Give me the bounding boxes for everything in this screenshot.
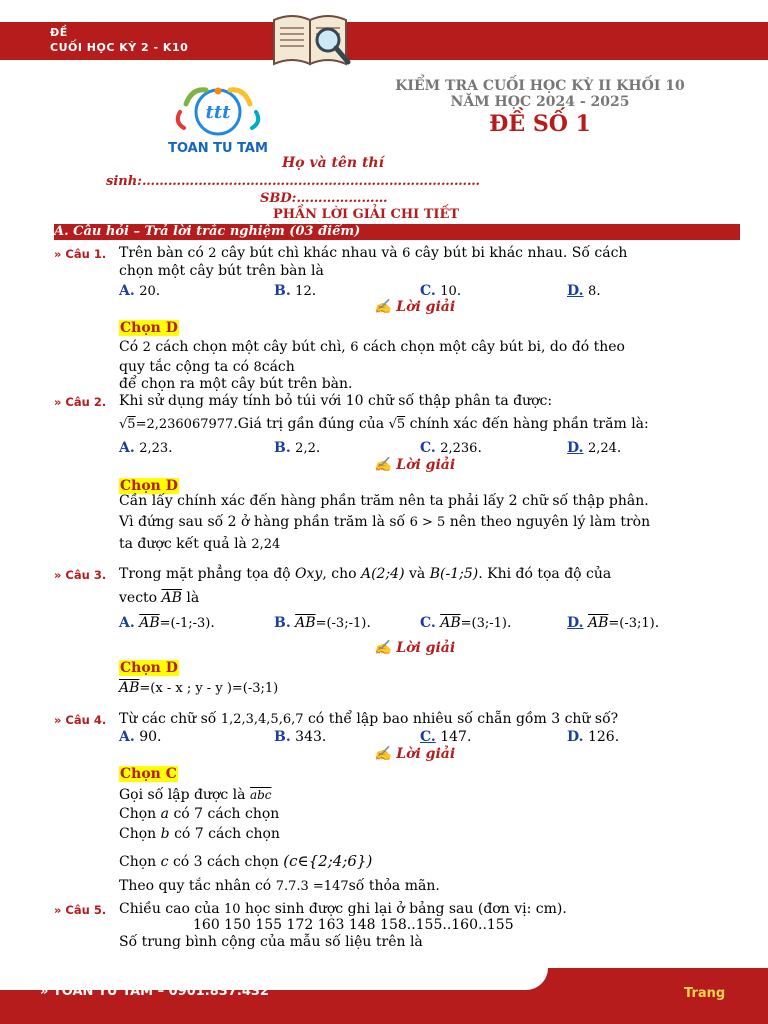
q2-option-c: C. 2,236. [420, 440, 482, 456]
q1-sol-line3: để chọn ra một cây bút trên bàn. [119, 376, 353, 392]
q2-stem-line1: Khi sử dụng máy tính bỏ túi với 10 chữ số thập phân ta được: [119, 393, 553, 409]
name-line: sinh:…………………………………………………………………… [106, 174, 480, 189]
q1-stem-line1: Trên bàn có 2 cây bút chì khác nhau và 6 cây bút bi khác nhau. Số cách [119, 245, 628, 261]
svg-text:ttt: ttt [205, 102, 231, 123]
q1-option-d: D. 8. [567, 283, 601, 299]
q4-sol-line4: Chọn c có 3 cách chọn (c∈{2;4;6}) [119, 852, 373, 870]
q2-label: » Câu 2. [54, 395, 107, 409]
q5-stem-line3: Số trung bình cộng của mẫu số liệu trên là [119, 934, 423, 950]
solution-heading: PHẦN LỜI GIẢI CHI TIẾT [273, 207, 460, 222]
sbd-line: SBD:………………… [260, 191, 388, 206]
q2-stem-line2: √5=2,236067977.Giá trị gần đúng của √5 chính xác đến hàng phần trăm là: [119, 416, 649, 432]
footer-page: Trang [684, 986, 726, 1001]
q1-answer: Chọn D [120, 320, 178, 336]
q3-label: » Câu 3. [54, 568, 107, 582]
q4-sol-line1: Gọi số lập được là $\overline{abc}$ [119, 787, 272, 803]
q4-sol-line2: Chọn a có 7 cách chọn [119, 806, 280, 822]
q1-label: » Câu 1. [54, 247, 107, 261]
open-book-magnifier-icon [268, 6, 354, 72]
footer-contact: » TOÁN TỪ TÂM – 0901.837.432 [40, 984, 269, 999]
q3-solution-label: ✍ Lời giải [374, 640, 456, 656]
q1-option-a: A. 20. [119, 283, 161, 299]
q4-sol-line5: Theo quy tắc nhân có 7.7.3 =147số thỏa mãn. [119, 878, 440, 894]
q3-option-d: D. $\overline{AB}=(-3;1)$. [567, 615, 660, 631]
q1-option-b: B. 12. [274, 283, 317, 299]
q5-label: » Câu 5. [54, 903, 107, 917]
q1-sol-line1: Có 2 cách chọn một cây bút chì, 6 cách chọn một cây bút bi, do đó theo [119, 339, 625, 355]
exam-number: ĐỀ SỐ 1 [489, 111, 591, 137]
school-year: NĂM HỌC 2024 - 2025 [450, 94, 630, 110]
q2-option-b: B. 2,2. [274, 440, 321, 456]
q4-option-a: A. 90. [119, 729, 162, 745]
q2-option-d: D. 2,24. [567, 440, 622, 456]
header-line1: ĐỀ [50, 26, 68, 39]
q3-option-a: A. $\overline{AB}=(-1;-3)$. [119, 615, 215, 631]
q4-solution-label: ✍ Lời giải [374, 746, 456, 762]
q1-option-c: C. 10. [420, 283, 462, 299]
q3-stem-line1: Trong mặt phẳng tọa độ Oxy, cho A(2;4) và B(-1;5). Khi đó tọa độ của [119, 566, 612, 582]
section-a-title: A. Câu hỏi – Trả lời trắc nghiệm (03 điểm) [54, 224, 361, 239]
q1-solution-label: ✍ Lời giải [374, 299, 456, 315]
q1-stem-line2: chọn một cây bút trên bàn là [119, 263, 324, 279]
header-line2: CUỐI HỌC KỲ 2 - K10 [50, 41, 189, 54]
q2-sol-line1: Cần lấy chính xác đến hàng phần trăm nên ta phải lấy 2 chữ số thập phân. [119, 493, 649, 509]
q5-stem-line1: Chiều cao của 10 học sinh được ghi lại ở bảng sau (đơn vị: cm). [119, 901, 567, 917]
q2-sol-line3: ta được kết quả là 2,24 [119, 536, 281, 552]
q4-option-d: D. 126. [567, 729, 620, 745]
q4-option-b: B. 343. [274, 729, 327, 745]
section-a-bar [54, 224, 740, 240]
q3-option-c: C. $\overline{AB}=(3;-1)$. [420, 615, 512, 631]
q4-sol-line3: Chọn b có 7 cách chọn [119, 826, 280, 842]
q2-sol-line2: Vì đứng sau số 2 ở hàng phần trăm là số 6 > 5 nên theo nguyên lý làm tròn [119, 514, 651, 530]
name-label: Họ và tên thí [282, 155, 384, 171]
exam-title: KIỂM TRA CUỐI HỌC KỲ II KHỐI 10 [395, 78, 685, 94]
q2-option-a: A. 2,23. [119, 440, 173, 456]
q3-option-b: B. $\overline{AB}=(-3;-1)$. [274, 615, 371, 631]
q5-data: 160 150 155 172 163 148 158..155..160..155 [193, 917, 514, 933]
q4-stem: Từ các chữ số 1,2,3,4,5,6,7 có thể lập bao nhiêu số chẵn gồm 3 chữ số? [119, 711, 619, 727]
q4-option-c: C. 147. [420, 729, 472, 745]
q4-answer: Chọn C [120, 766, 177, 782]
q3-answer: Chọn D [120, 660, 178, 676]
logo-text: TOAN TU TAM [168, 141, 268, 156]
q3-sol-line1: $\overline{AB}=(x - x$ ; y - y )=(-3;1) [119, 680, 279, 696]
q4-label: » Câu 4. [54, 713, 107, 727]
q3-stem-line2: vecto $\overline{AB}$ là [119, 590, 200, 606]
q1-sol-line2: quy tắc cộng ta có 8cách [119, 359, 295, 375]
q2-solution-label: ✍ Lời giải [374, 457, 456, 473]
q2-answer: Chọn D [120, 478, 178, 494]
